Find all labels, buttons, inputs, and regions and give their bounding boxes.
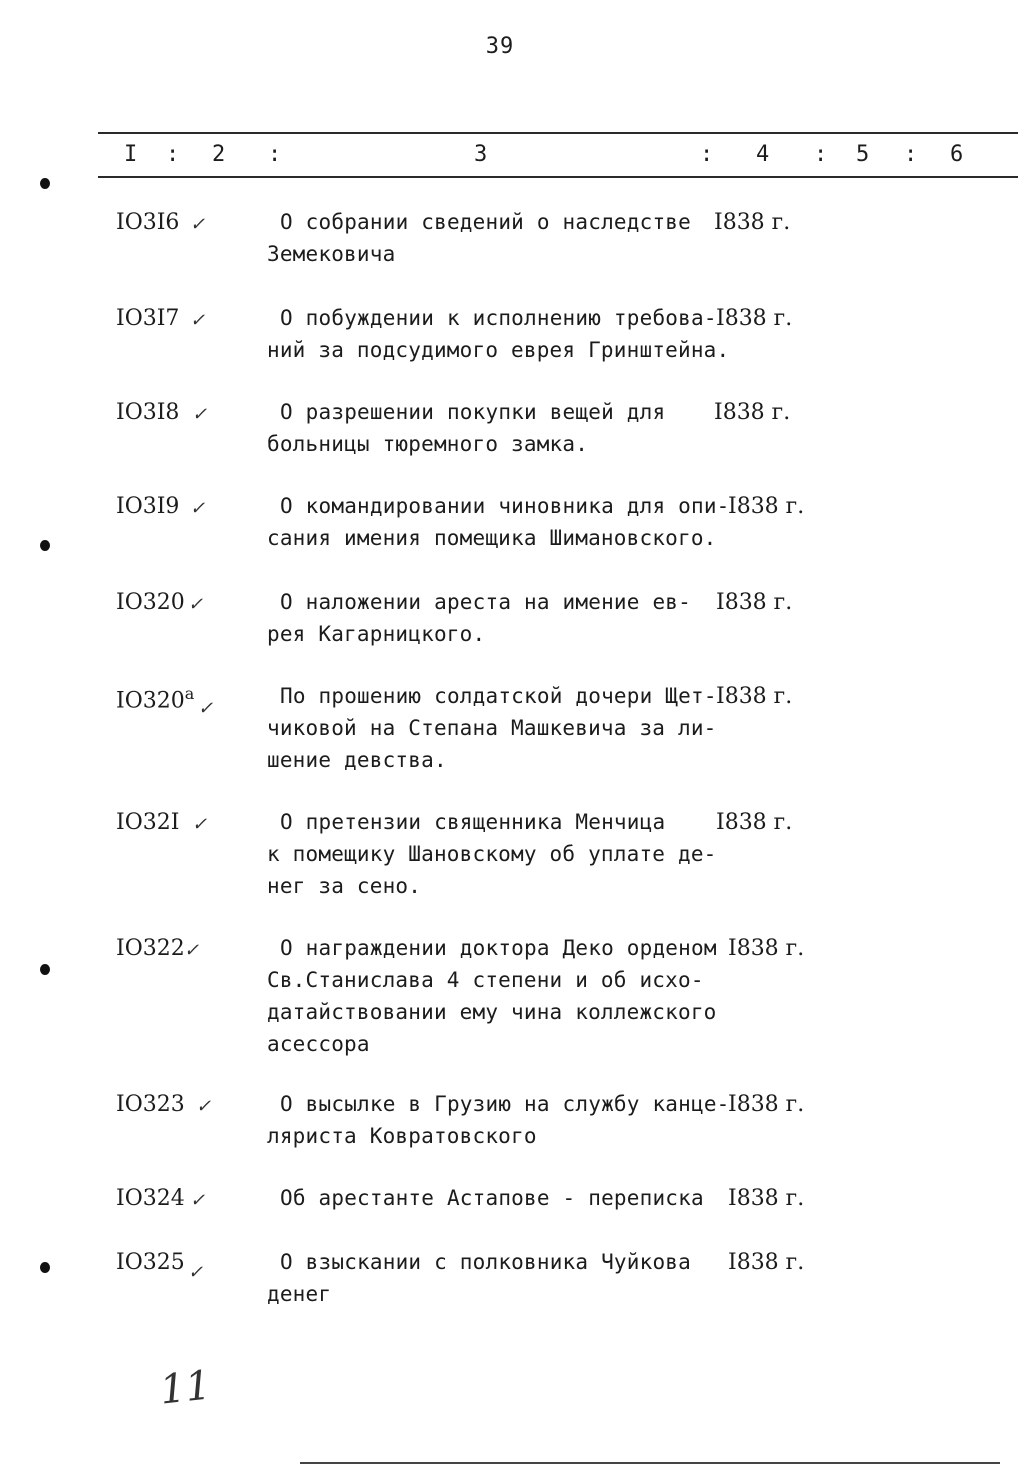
entry-number [116,684,194,713]
column-separator: : [268,142,282,167]
checkmark-icon: ✓ [192,814,208,835]
bottom-rule [300,1462,1000,1464]
handwritten-folio-number: 11 [157,1362,214,1414]
checkmark-icon: ✓ [196,1096,212,1117]
header-bottom-rule [98,176,1018,178]
checkmark-icon: ✓ [198,698,214,719]
entry-number: IO32I [116,810,180,835]
entry-year: I838 г. [716,306,793,331]
column-header-1: I [124,142,138,167]
entry-description-line: О взыскании с полковника Чуйкова [280,1250,691,1274]
checkmark-icon: ✓ [190,310,206,331]
entry-description-line: О претензии священника Менчица [280,810,666,834]
entry-description-line: сания имения помещика Шимановского. [267,526,717,550]
checkmark-icon: ✓ [184,940,200,961]
entry-description-line: О командировании чиновника для опи- [280,494,730,518]
binder-hole [40,540,50,551]
entry-description-line: асессора [267,1032,370,1056]
entry-description-line: О наложении ареста на имение ев- [280,590,691,614]
column-header-5: 5 [856,142,870,167]
column-header-4: 4 [756,142,770,167]
entry-number: IO3I9 [116,494,180,519]
entry-description-line: О разрешении покупки вещей для [280,400,666,424]
entry-description-line: рея Кагарницкого. [267,622,486,646]
entry-description-line: О побуждении к исполнению требова- [280,306,717,330]
entry-number: IO320 [116,590,185,615]
entry-description-line: Св.Станислава 4 степени и об исхо- [267,968,704,992]
entry-description-line: к помещику Шановскому об уплате де- [267,842,717,866]
entry-description-line: По прошению солдатской дочери Щет- [280,684,717,708]
entry-description-line: нег за сено. [267,874,422,898]
entry-description-line: больницы тюремного замка. [267,432,589,456]
checkmark-icon: ✓ [190,1190,206,1211]
entry-year: I838 г. [728,494,805,519]
entry-description-line: Об арестанте Астапове - переписка [280,1186,704,1210]
checkmark-icon: ✓ [192,404,208,425]
header-top-rule [98,132,1018,134]
entry-year: I838 г. [728,1092,805,1117]
binder-hole [40,178,50,189]
entry-description-line: Земековича [267,242,396,266]
entry-number: IO3I7 [116,306,180,331]
entry-number: IO324 [116,1186,185,1211]
entry-description-line: ний за подсудимого еврея Гринштейна. [267,338,730,362]
column-separator: : [814,142,828,167]
page-number: 39 [485,34,515,59]
entry-description-line: О высылке в Грузию на службу канце- [280,1092,730,1116]
entry-number: IO3I8 [116,400,180,425]
entry-number: IO3I6 [116,210,180,235]
entry-description-line: ляриста Ковратовского [267,1124,537,1148]
entry-year: I838 г. [714,400,791,425]
checkmark-icon: ✓ [190,214,206,235]
entry-year: I838 г. [728,1250,805,1275]
entry-year: I838 г. [716,684,793,709]
checkmark-icon: ✓ [190,498,206,519]
entry-description-line: О награждении доктора Деко орденом [280,936,717,960]
column-header-2: 2 [212,142,226,167]
column-separator: : [904,142,918,167]
entry-year: I838 г. [716,810,793,835]
entry-number: IO325 [116,1250,185,1275]
entry-year: I838 г. [716,590,793,615]
entry-description-line: чиковой на Степана Машкевича за ли- [267,716,717,740]
entry-number: IO322 [116,936,185,961]
checkmark-icon: ✓ [188,1262,204,1283]
entry-year: I838 г. [728,936,805,961]
entry-year: I838 г. [714,210,791,235]
entry-description-line: денег [267,1282,332,1306]
entry-year: I838 г. [728,1186,805,1211]
entry-description-line: О собрании сведений о наследстве [280,210,691,234]
entry-number: IO323 [116,1092,185,1117]
binder-hole [40,964,50,975]
entry-description-line: шение девства. [267,748,447,772]
entry-number-suffix: а [184,684,195,703]
column-separator: : [700,142,714,167]
binder-hole [40,1262,50,1273]
column-header-3: 3 [474,142,488,167]
column-separator: : [166,142,180,167]
column-header-6: 6 [950,142,964,167]
checkmark-icon: ✓ [188,594,204,615]
entry-description-line: датайствовании ему чина коллежского [267,1000,717,1024]
entry-number-base: IO320 [116,688,185,714]
